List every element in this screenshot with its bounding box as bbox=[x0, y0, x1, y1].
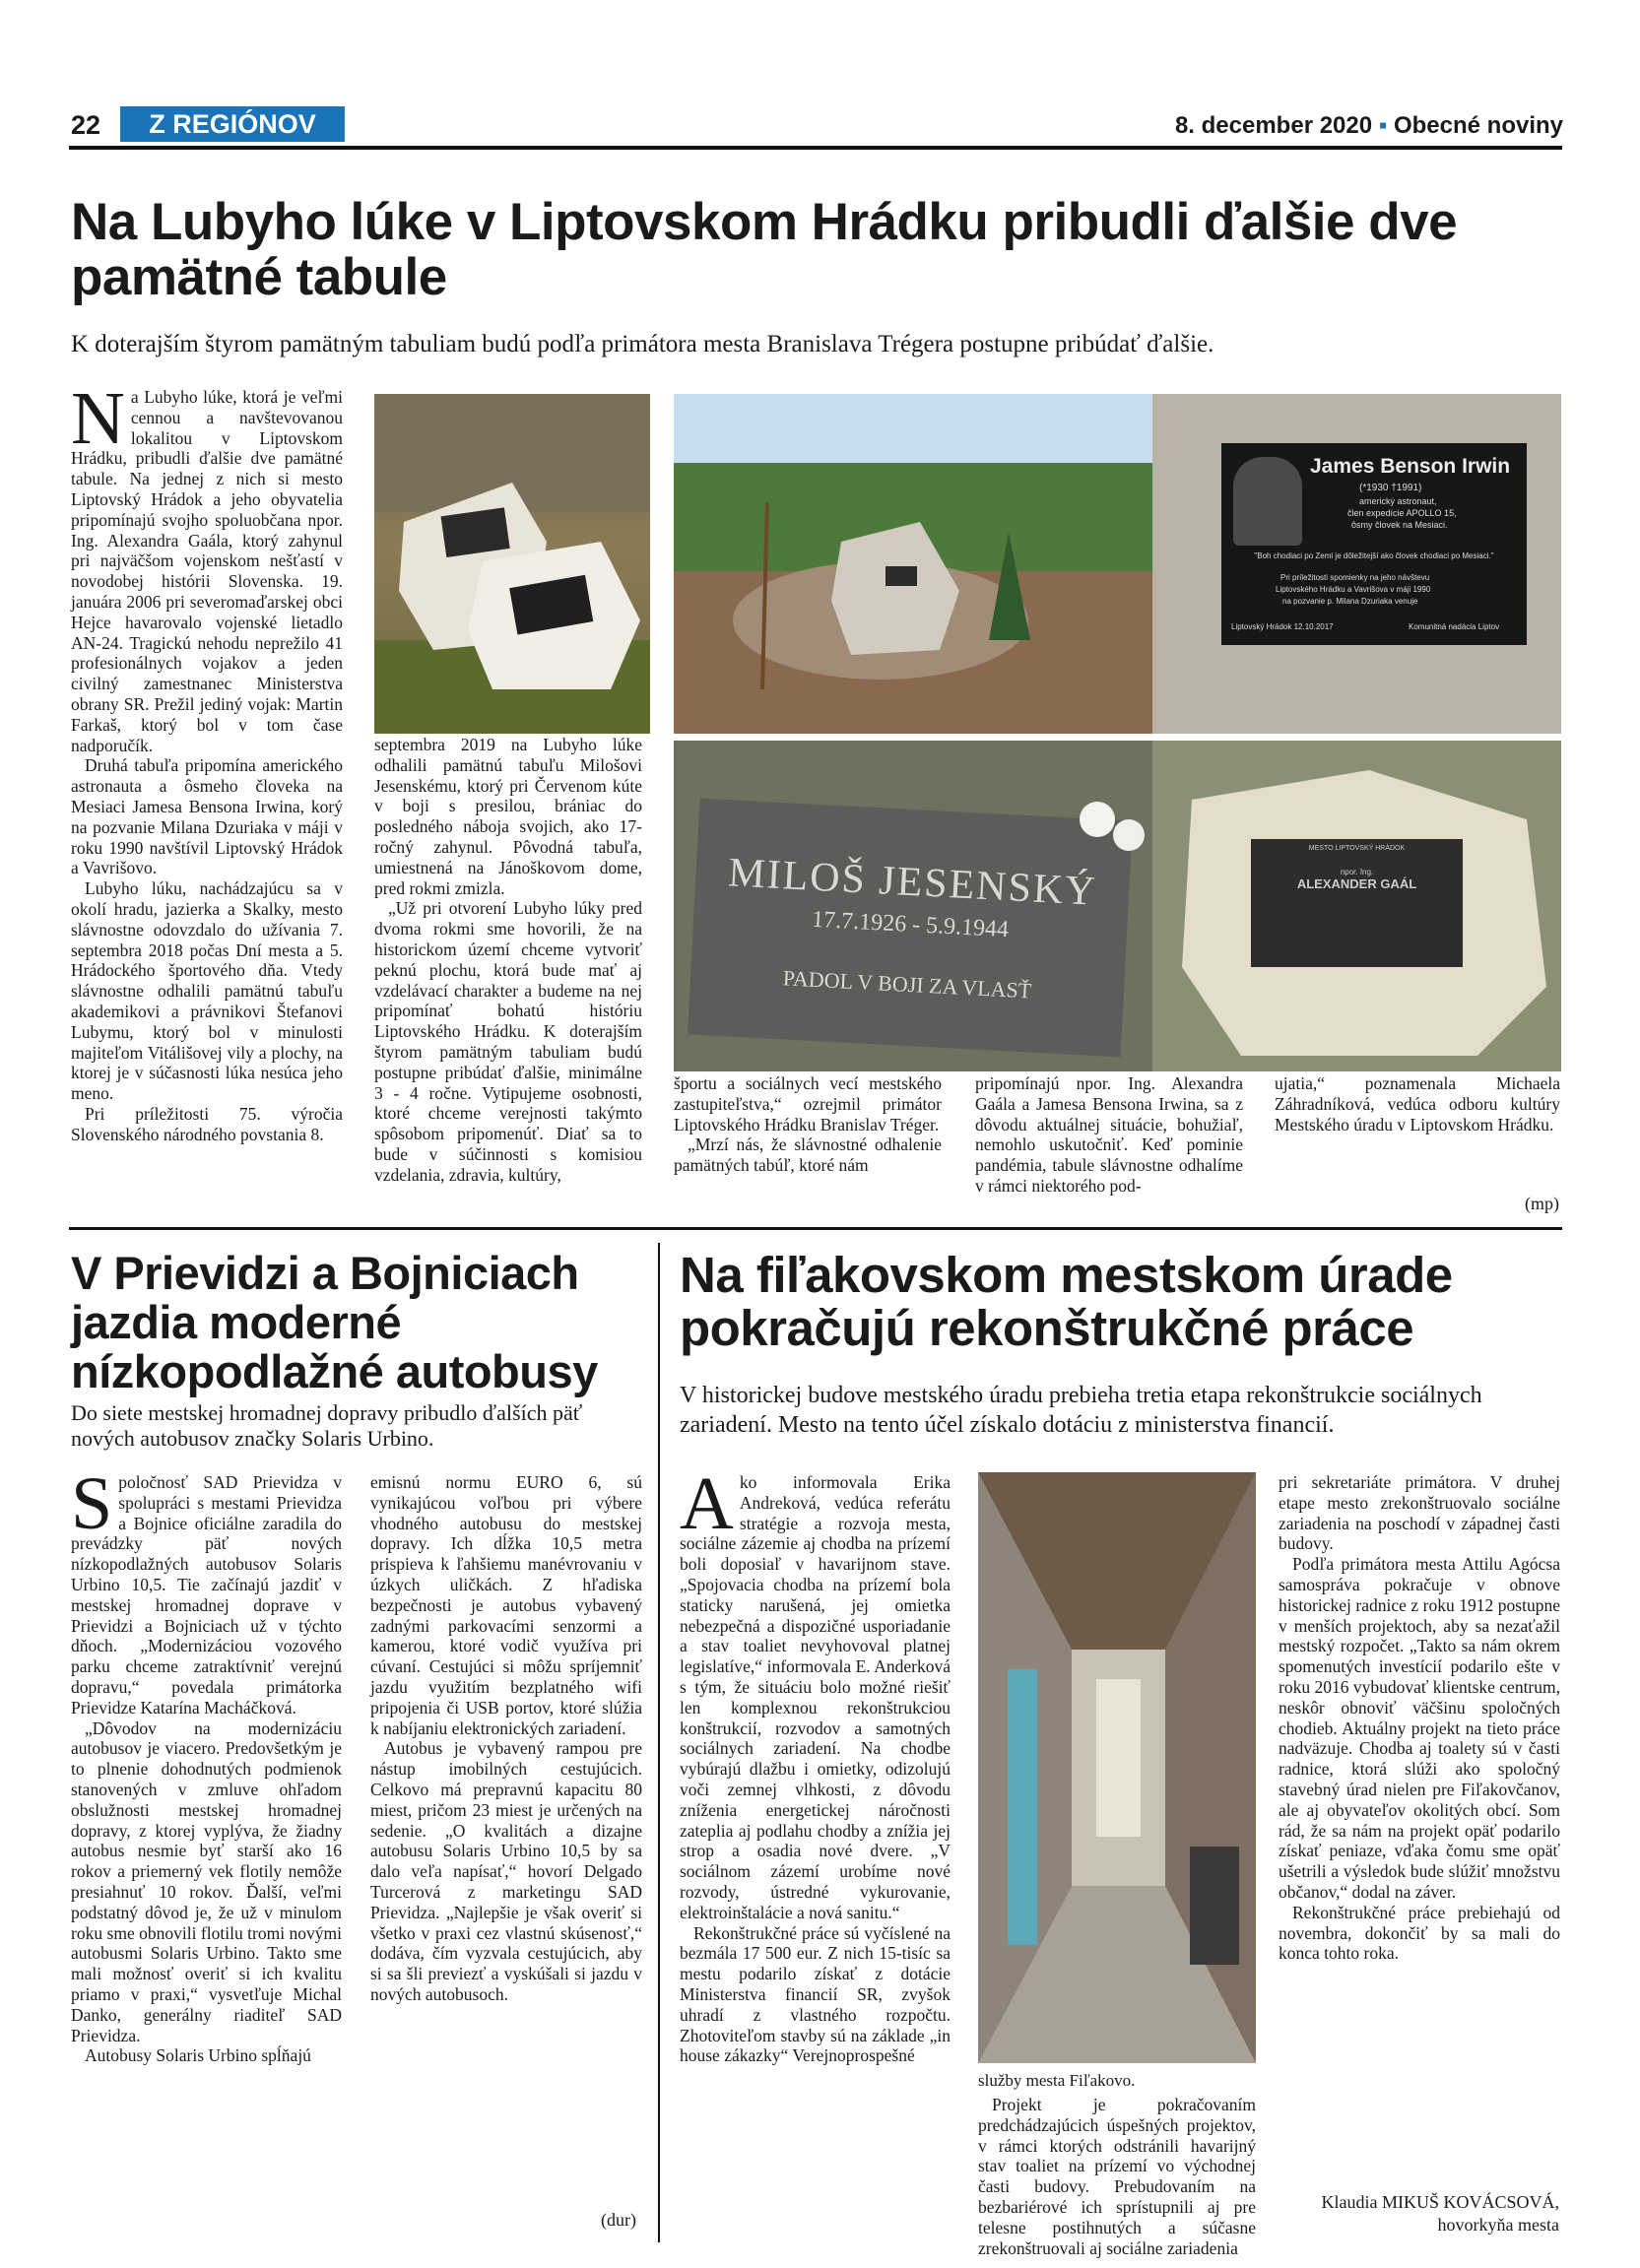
article-divider bbox=[69, 1227, 1562, 1230]
irwin-portrait bbox=[1233, 457, 1302, 546]
jesensky-epitaph: PADOL V BOJI ZA VLASŤ bbox=[782, 965, 1032, 1004]
article1-col1-p2: Druhá tabuľa pripomína amerického astronauta a ôsmeho človeka na Mesiaci Jamesa Bensona Irwina, korý na pozvanie Milana Dzuriaka v máji v roku 1990 navštívil Liptovský Hrádok a Vavrišovo. bbox=[71, 755, 343, 878]
irwin-footer-left: Liptovský Hrádok 12.10.2017 bbox=[1231, 622, 1334, 631]
article1-col4-p1: pripomínajú npor. Ing. Alexandra Gaála a Jamesa Bensona Irwina, sa z dôvodu aktuálnej situácie, bohužiaľ, nemohlo uskutočniť. Keď pominie pandémia, tabule slávnostne odhalíme v rámci niektorého pod- bbox=[975, 1073, 1243, 1196]
photo-caption: služby mesta Fiľakovo. bbox=[978, 2071, 1136, 2090]
section-label-text: Z REGIÓNOV bbox=[149, 109, 316, 139]
dropcap: A bbox=[680, 1462, 734, 1545]
irwin-name: James Benson Irwin bbox=[1310, 455, 1511, 478]
article3-author-role: hovorkyňa mesta bbox=[1437, 2215, 1559, 2235]
issue-info bbox=[1175, 112, 1563, 140]
article1-col3-p1: športu a sociálnych vecí mestského zastupiteľstva,“ ozrejmil primátor Liptovského Hrádku Branislav Tréger. bbox=[674, 1073, 942, 1134]
article1-signature: (mp) bbox=[1525, 1194, 1559, 1213]
article3-col1-p1: ko informovala Erika Andreková, vedúca referátu stratégie a rozvoja mesta, sociálne zázemie aj chodba na prízemí boli doposiaľ v havarijnom stave. „Spojovacia chodba na prízemí bola staticky narušená, jej omietka nebezpečná a dispozičné usporiadanie a stav toaliet nevyhovoval platnej legislatíve,“ informovala E. Anderková s tým, že situáciu bolo možné riešiť len komplexnou rekonštrukciou konštrukcií, rozvodov a samotných sociálnych zariadení. Na chodbe vybúrajú dlažbu i omietky, odizolujú voči zemnej vlhkosti, z dôvodu zníženia energetickej náročnosti zateplia aj podlahu chodby a znížia jej strop a osadia nové dvere. „V sociálnom zázemí urobíme nové rozvody, ústredné vykurovanie, elektroinštalácie a nová sanitu.“ bbox=[680, 1472, 951, 1922]
article2-col1 bbox=[71, 1462, 342, 2066]
gaal-rank: npor. Ing. bbox=[1340, 868, 1374, 876]
article2-col1-p2: „Dôvodov na modernizáciu autobusov je viacero. Predovšetkým je to plnenie dohodnutých podmienok stanovených v zmluve ohľadom obslužnosti mestskej hromadnej dopravy, z ktorej vyplýva, že žiadny autobus nesmie byť starší ako 16 rokov a priemerný vek flotily nemôže presiahnuť 10 rokov. Ďalší, veľmi podstatný dôvod je, že už v minulom roku sme obnovili flotilu tromi novými autobusmi Solaris Urbino. Takto sme mali možnosť overiť si ich kvalitu priamo v praxi,“ vysvetľuje Michal Danko, generálny riaditeľ SAD Prievidza. bbox=[71, 1717, 342, 2045]
photo-gaal-plaque bbox=[1152, 741, 1561, 1071]
article1-col2-p2: „Už pri otvorení Lubyho lúky pred dvoma rokmi sme hovorili, že na historickom území chceme vytvoriť peknú plochu, ktorá bude mať aj vzdelávací charakter a budeme na nej pripomínať bohatú históriu Liptovského Hrádku. K doterajším štyrom pamätným tabuliam budú postupne pribúdať ďalšie, minimálne 3 - 4 ročne. Vytipujeme osobnosti, ktoré chceme verejnosti takýmto spôsobom pripomenúť. Diať sa to bude v súčinnosti s komisiou vzdelania, zdravia, kultúry, bbox=[374, 898, 642, 1185]
bullet-icon: ▪ bbox=[1378, 112, 1388, 139]
article2-col2-p1: emisnú normu EURO 6, sú vynikajúcou voľbou pri výbere vhodného autobusu do mestskej dopravy. Ich dĺžka 10,5 metra prispieva k ľahšiemu manévrovaniu v úzkych uličkách. Z hľadiska bezpečnosti je autobus vybavený zadnými parkovacími senzormi a kamerou, ktoré vodič využíva pri cúvaní. Cestujúci si môžu spríjemniť jazdu využitím bezplatného wifi pripojenia či USB portov, ktoré slúžia k nabíjaniu elektronických zariadení. bbox=[370, 1472, 642, 1738]
article1-col3-p2: „Mrzí nás, že slávnostné odhalenie pamätných tabúľ, ktoré nám bbox=[674, 1134, 942, 1176]
dropcap: S bbox=[71, 1462, 113, 1545]
article3-lead: V historickej budove mestského úradu prebieha tretia etapa rekonštrukcie sociálnych zariadení. Mesto na tento účel získalo dotáciu z ministerstva financií. bbox=[680, 1383, 1482, 1438]
article3-title: Na fiľakovskom mestskom úrade pokračujú rekonštrukčné práce bbox=[680, 1247, 1453, 1356]
article2-col1-p3: Autobusy Solaris Urbino spĺňajú bbox=[85, 2045, 311, 2066]
page-number: 22 bbox=[71, 110, 101, 140]
article1-title: Na Lubyho lúke v Liptovskom Hrádku pribudli ďalšie dve pamätné tabule bbox=[71, 193, 1458, 306]
article3-col1 bbox=[680, 1462, 951, 2066]
issue-date: 8. december 2020 bbox=[1174, 112, 1373, 139]
article2-title: V Prievidzi a Bojniciach jazdia moderné nízkopodlažné autobusy bbox=[71, 1247, 598, 1397]
article2-col2-p2: Autobus je vybavený rampou pre nástup imobilných cestujúcich. Celkovo má prepravnú kapacitu 80 miest, pričom 23 miest je určených na sedenie. „O kvalitách a dizajne autobusu Solaris Urbino 10,5 by sa dalo veľa napísať,“ hovorí Delgado Turcerová z marketingu SAD Prievidza. „Najlepšie je však overiť si všetko v praxi cez vlastnú skúsenosť,“ dodáva, čím vyzvala cestujúcich, aby si sa šli previezť a vyskúšali si jazdu v nových autobusoch. bbox=[370, 1738, 642, 2004]
article3-col3-p3: Rekonštrukčné práce prebiehajú od novembra, dokončiť by sa mali do konca tohto roka. bbox=[1279, 1902, 1560, 1964]
photo-jesensky-plaque bbox=[674, 741, 1166, 1071]
gaal-name: ALEXANDER GAÁL bbox=[1296, 876, 1417, 891]
photo-irwin-plaque bbox=[1152, 394, 1561, 734]
gaal-plaque bbox=[1251, 839, 1463, 967]
article3-col3 bbox=[1279, 1472, 1560, 1964]
irwin-line2: člen expedície APOLLO 15, bbox=[1347, 508, 1457, 518]
article2-col2 bbox=[370, 1472, 642, 2005]
white-flowers bbox=[1068, 790, 1156, 869]
jesensky-plaque bbox=[688, 799, 1133, 1058]
irwin-line1: americký astronaut, bbox=[1359, 496, 1437, 506]
section-label bbox=[120, 106, 345, 142]
landscape-illustration bbox=[674, 394, 1166, 734]
header-rule bbox=[69, 146, 1562, 150]
irwin-footer-right: Komunitná nadácia Liptov bbox=[1409, 622, 1500, 631]
irwin-years: (*1930 †1991) bbox=[1359, 483, 1422, 493]
dropcap: N bbox=[71, 377, 125, 460]
photo-stones-plaques bbox=[374, 394, 650, 734]
article3-col2-p1: Projekt je pokračovaním predchádzajúcich úspešných projektov, v rámci ktorých odstránili havarijný stav toaliet na prízemí vo východnej časti budovy. Prebudovaním na bezbariérové ich sprístupnili aj pre telesne postihnutých a súčasne zrekonštruovali aj sociálne zariadenia bbox=[978, 2095, 1256, 2258]
jesensky-dates: 17.7.1926 - 5.9.1944 bbox=[811, 906, 1010, 943]
gaal-town: MESTO LIPTOVSKÝ HRÁDOK bbox=[1308, 845, 1406, 852]
irwin-visit2: Liptovského Hrádku a Vavrišova v máji 1990 bbox=[1276, 585, 1431, 594]
irwin-quote: "Boh chodiaci po Zemi je dôležitejší ako človek chodiaci po Mesiaci." bbox=[1254, 551, 1494, 560]
irwin-visit1: Pri príležitosti spomienky na jeho návštevu bbox=[1280, 573, 1430, 582]
article1-col2-p1: septembra 2019 na Lubyho lúke odhalili pamätnú tabuľu Milošovi Jesenskému, ktorý pri Červenom kúte v boji s presilou, brániac do posledného náboja svojich, ako 17-ročný zahynul. Pôvodná tabuľa, umiestnená na Jánoškovom dome, pred rokmi zmizla. bbox=[374, 735, 642, 898]
corridor-illustration bbox=[978, 1472, 1256, 2063]
article3-col3-p1: pri sekretariáte primátora. V druhej etape mesto zrekonštruovalo sociálne zariadenia na poschodí v západnej časti budovy. bbox=[1279, 1472, 1560, 1554]
irwin-line3: ôsmy človek na Mesiaci. bbox=[1351, 520, 1448, 530]
jesensky-name: MILOŠ JESENSKÝ bbox=[727, 850, 1098, 915]
newspaper-name: Obecné noviny bbox=[1393, 112, 1563, 139]
article1-col4 bbox=[975, 1073, 1243, 1197]
article1-col3 bbox=[674, 1073, 942, 1176]
article3-author-name: Klaudia MIKUŠ KOVÁCSOVÁ, bbox=[1321, 2192, 1559, 2212]
article3-col2 bbox=[978, 2095, 1256, 2258]
article2-signature: (dur) bbox=[601, 2210, 636, 2230]
article2-lead: Do siete mestskej hromadnej dopravy pribudlo ďalších päť nových autobusov značky Solaris Urbino. bbox=[71, 1400, 583, 1451]
photo-memorial-landscape bbox=[674, 394, 1166, 734]
photo-corridor-reconstruction bbox=[978, 1472, 1256, 2063]
article1-col5-p1: ujatia,“ poznamenala Michaela Záhradníková, vedúca odboru kultúry Mestského úradu v Liptovskom Hrádku. bbox=[1275, 1073, 1560, 1134]
article3-col1-p2: Rekonštrukčné práce sú vyčíslené na bezmála 17 500 eur. Z nich 15-tisíc sa mestu podarilo získať z dotácie Ministerstva financií SR, zvyšok uhradí z vlastného rozpočtu. Zhotoviteľom stavby sú na základe „in house zákazky“ Verejnoprospešné bbox=[680, 1922, 951, 2066]
article1-col1-p1: a Lubyho lúke, ktorá je veľmi cennou a navštevovanou lokalitou v Liptovskom Hrádku, pribudli ďalšie dve pamätné tabule. Na jednej z nich si mesto Liptovský Hrádok a jeho obyvatelia pripomínajú svojho spoluobčana npor. Ing. Alexandra Gaála, ktorý zahynul pri najväčšom vojenskom nešťastí v novodobej histórii Slovenska. 19. januára 2006 pri severomaďarskej obci Hejce havarovalo vojenské lietadlo AN-24. Tragickú nehodu neprežilo 41 profesionálnych vojakov a jeden civilný zamestnanec Ministerstva obrany SR. Prežil jediný vojak: Martin Farkaš, ktorý bol v tom čase nadporučík. bbox=[71, 387, 343, 755]
article1-col1-p4: Pri príležitosti 75. výročia Slovenského národného povstania 8. bbox=[71, 1103, 343, 1144]
stones-illustration bbox=[374, 394, 650, 734]
article1-col2 bbox=[374, 735, 642, 1186]
column-divider bbox=[658, 1243, 660, 2242]
irwin-plaque bbox=[1221, 443, 1527, 645]
article1-col5 bbox=[1275, 1073, 1560, 1134]
article1-col1 bbox=[71, 377, 343, 1144]
article3-col3-p2: Podľa primátora mesta Attilu Agócsa samospráva pokračuje v obnove historickej radnice z roku 1912 postupne v menších projektoch, aby sa nezaťažil mestský rozpočet. „Takto sa nám okrem spomenutých investícií podarilo ešte v roku 2016 vybudovať klientske centrum, neskôr obnoviť väčšinu spoločných chodieb. Aktuálny projekt na tieto práce nadväzuje. Chodba aj toalety sú v časti radnice, ktorá slúži ako spoločný stavebný úrad nielen pre Fiľakovčanov, ale aj obyvateľov okolitých obcí. Som rád, že sa nám na projekt opäť podarilo získať peniaze, vďaka čomu sme opäť ušetrili a výsledok bude slúžiť množstvu občanov,“ dodal na záver. bbox=[1279, 1554, 1560, 1902]
article2-col1-p1: poločnosť SAD Prievidza v spolupráci s mestami Prievidza a Bojnice oficiálne zaradila do prevádzky päť nových nízkopodlažných autobusov Solaris Urbino 10,5. Tie začínajú jazdiť v mestskej hromadnej doprave v Prievidzi a Bojniciach už v týchto dňoch. „Modernizáciou vozového parku chceme zatraktívniť verejnú dopravu,“ povedala primátorka Prievidze Katarína Macháčková. bbox=[71, 1472, 342, 1717]
article1-lead: K doterajším štyrom pamätným tabuliam budú podľa primátora mesta Branislava Trégera postupne pribúdať ďalšie. bbox=[71, 331, 1214, 357]
article1-col1-p3: Lubyho lúku, nachádzajúcu sa v okolí hradu, jazierka a Skalky, mesto slávnostne odovzdalo do užívania 7. septembra 2018 počas Dní mesta a 5. Hrádockého športového dňa. Vtedy slávnostne odhalili pamätnú tabuľu akademikovi a právnikovi Štefanovi Lubymu, ktorý bol v minulosti majiteľom Vitálišovej vily a plochy, na ktorej je v súčasnosti lúka nesúca jeho meno. bbox=[71, 878, 343, 1104]
irwin-visit3: na pozvanie p. Milana Dzuriaka venuje bbox=[1282, 597, 1418, 606]
